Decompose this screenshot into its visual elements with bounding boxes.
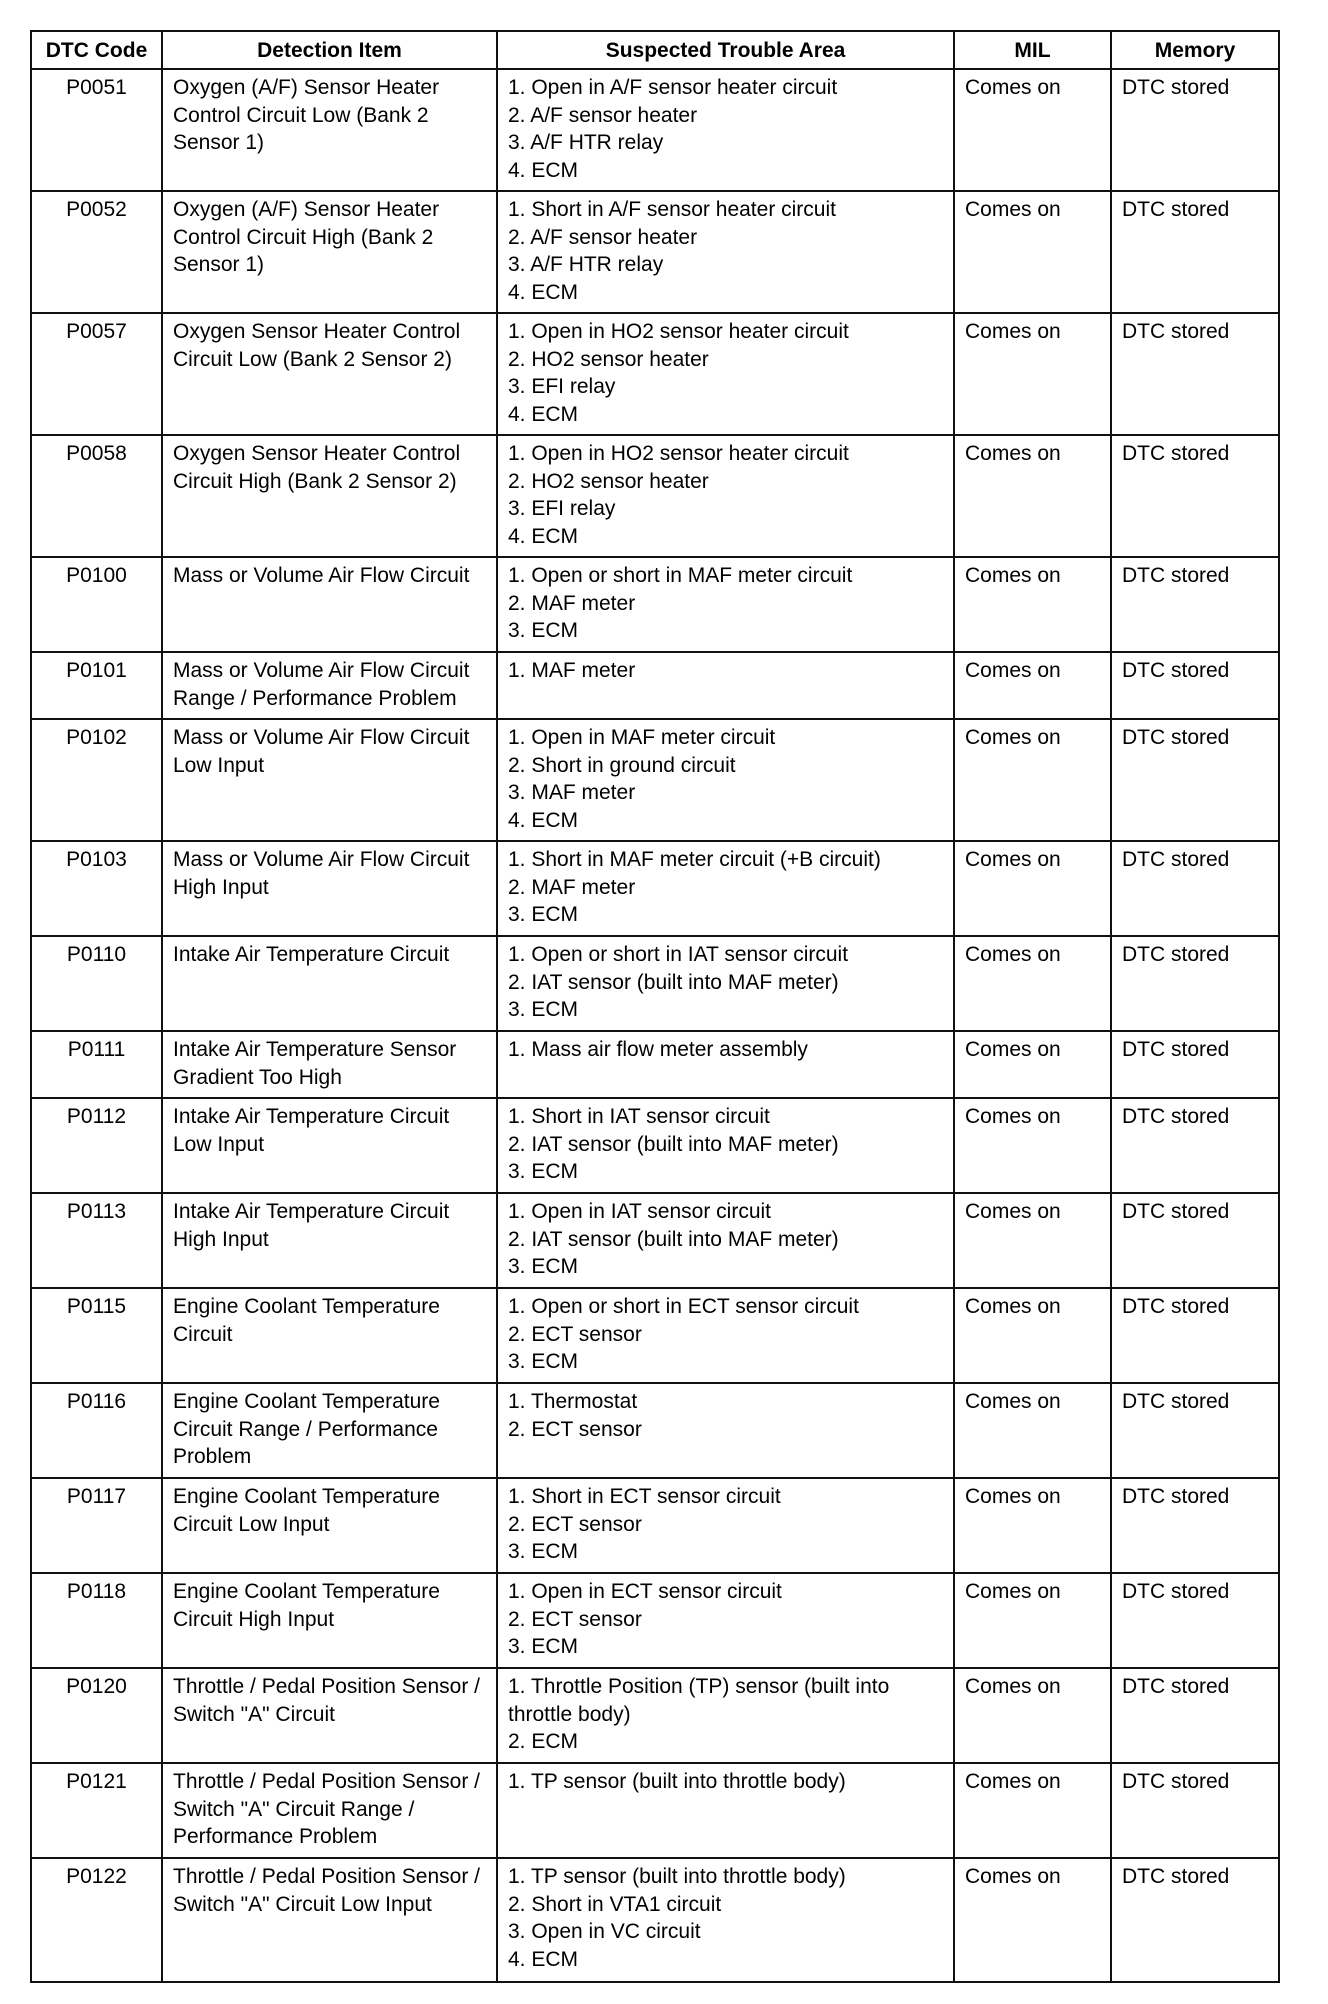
suspected-trouble-area-cell xyxy=(497,1031,954,1098)
table-row xyxy=(31,652,1279,719)
memory-cell: DTC stored xyxy=(1111,1288,1279,1383)
trouble-area-item: 3. Open in VC circuit xyxy=(508,1920,701,1943)
detection-item-cell: Intake Air Temperature Sensor Gradient Too High xyxy=(162,1031,497,1098)
trouble-area-item: 1. Short in MAF meter circuit (+B circuit) xyxy=(508,848,881,871)
mil-cell: Comes on xyxy=(954,1858,1111,1982)
trouble-area-item: 4. ECM xyxy=(508,158,579,182)
mil-cell: Comes on xyxy=(954,435,1111,557)
memory-cell: DTC stored xyxy=(1111,652,1279,719)
dtc-code-cell: P0051 xyxy=(31,69,162,191)
trouble-area-item: 1. Short in IAT sensor circuit xyxy=(508,1105,770,1128)
dtc-code-cell: P0112 xyxy=(31,1098,162,1193)
trouble-area-item: 2. IAT sensor (built into MAF meter) xyxy=(508,1227,839,1251)
trouble-area-item: 1. Throttle Position (TP) sensor (built into throttle body) xyxy=(508,1675,890,1726)
trouble-area-item: 1. Open in MAF meter circuit xyxy=(508,726,776,749)
table-body xyxy=(31,69,1279,1982)
memory-cell: DTC stored xyxy=(1111,936,1279,1031)
trouble-area-item: 3. ECM xyxy=(508,1540,579,1563)
suspected-trouble-area-cell xyxy=(497,841,954,936)
memory-cell: DTC stored xyxy=(1111,191,1279,313)
trouble-area-item: 3. ECM xyxy=(508,1635,579,1658)
table-row xyxy=(31,557,1279,652)
trouble-area-item: 2. HO2 sensor heater xyxy=(508,347,709,371)
trouble-area-item: 2. HO2 sensor heater xyxy=(508,469,709,493)
trouble-area-item: 2. ECT sensor xyxy=(508,1417,642,1441)
mil-cell: Comes on xyxy=(954,936,1111,1031)
detection-item-cell: Oxygen (A/F) Sensor Heater Control Circuit Low (Bank 2 Sensor 1) xyxy=(162,69,497,191)
table-row xyxy=(31,1098,1279,1193)
suspected-trouble-area-cell xyxy=(497,1763,954,1858)
suspected-trouble-area-cell xyxy=(497,1098,954,1193)
table-row xyxy=(31,1763,1279,1858)
suspected-trouble-area-cell xyxy=(497,1478,954,1573)
detection-item-cell: Mass or Volume Air Flow Circuit Range / Performance Problem xyxy=(162,652,497,719)
trouble-area-item: 3. MAF meter xyxy=(508,781,636,804)
trouble-area-item: 2. A/F sensor heater xyxy=(508,103,698,127)
suspected-trouble-area-cell xyxy=(497,719,954,841)
detection-item-cell: Engine Coolant Temperature Circuit Low Input xyxy=(162,1478,497,1573)
detection-item-cell: Oxygen Sensor Heater Control Circuit High (Bank 2 Sensor 2) xyxy=(162,435,497,557)
suspected-trouble-area-cell xyxy=(497,435,954,557)
mil-cell: Comes on xyxy=(954,69,1111,191)
detection-item-cell: Mass or Volume Air Flow Circuit High Input xyxy=(162,841,497,936)
dtc-code-cell: P0113 xyxy=(31,1193,162,1288)
trouble-area-item: 1. Open in ECT sensor circuit xyxy=(508,1580,782,1603)
header-dtc-code: DTC Code xyxy=(31,31,162,69)
trouble-area-item: 1. Open in IAT sensor circuit xyxy=(508,1200,772,1223)
memory-cell: DTC stored xyxy=(1111,1031,1279,1098)
trouble-area-item: 3. ECM xyxy=(508,998,579,1021)
table-row xyxy=(31,1031,1279,1098)
mil-cell: Comes on xyxy=(954,1193,1111,1288)
detection-item-cell: Throttle / Pedal Position Sensor / Switch "A" Circuit Low Input xyxy=(162,1858,497,1982)
dtc-code-cell: P0118 xyxy=(31,1573,162,1668)
mil-cell: Comes on xyxy=(954,191,1111,313)
table-header xyxy=(31,31,1279,69)
table-row xyxy=(31,1858,1279,1982)
table-row xyxy=(31,313,1279,435)
detection-item-cell: Oxygen Sensor Heater Control Circuit Low (Bank 2 Sensor 2) xyxy=(162,313,497,435)
mil-cell: Comes on xyxy=(954,1573,1111,1668)
mil-cell: Comes on xyxy=(954,1098,1111,1193)
detection-item-cell: Throttle / Pedal Position Sensor / Switch "A" Circuit xyxy=(162,1668,497,1763)
dtc-table xyxy=(30,30,1280,1983)
detection-item-cell: Engine Coolant Temperature Circuit Range / Performance Problem xyxy=(162,1383,497,1478)
table-row xyxy=(31,1193,1279,1288)
detection-item-cell: Mass or Volume Air Flow Circuit Low Input xyxy=(162,719,497,841)
dtc-code-cell: P0057 xyxy=(31,313,162,435)
trouble-area-item: 2. Short in ground circuit xyxy=(508,753,736,777)
table-row xyxy=(31,719,1279,841)
header-detection-item: Detection Item xyxy=(162,31,497,69)
trouble-area-item: 2. IAT sensor (built into MAF meter) xyxy=(508,1132,839,1156)
dtc-code-cell: P0117 xyxy=(31,1478,162,1573)
trouble-area-item: 2. ECM xyxy=(508,1730,579,1753)
trouble-area-item: 1. Short in ECT sensor circuit xyxy=(508,1485,781,1508)
trouble-area-item: 4. ECM xyxy=(508,280,579,304)
memory-cell: DTC stored xyxy=(1111,719,1279,841)
dtc-code-cell: P0116 xyxy=(31,1383,162,1478)
memory-cell: DTC stored xyxy=(1111,1193,1279,1288)
detection-item-cell: Engine Coolant Temperature Circuit xyxy=(162,1288,497,1383)
mil-cell: Comes on xyxy=(954,1031,1111,1098)
detection-item-cell: Intake Air Temperature Circuit High Input xyxy=(162,1193,497,1288)
trouble-area-item: 1. Open in A/F sensor heater circuit xyxy=(508,76,838,99)
trouble-area-item: 1. Open or short in IAT sensor circuit xyxy=(508,943,849,966)
dtc-code-cell: P0101 xyxy=(31,652,162,719)
memory-cell: DTC stored xyxy=(1111,1763,1279,1858)
table-row xyxy=(31,1383,1279,1478)
trouble-area-item: 4. ECM xyxy=(508,808,579,832)
memory-cell: DTC stored xyxy=(1111,313,1279,435)
dtc-code-cell: P0102 xyxy=(31,719,162,841)
header-mil: MIL xyxy=(954,31,1111,69)
suspected-trouble-area-cell xyxy=(497,1858,954,1982)
suspected-trouble-area-cell xyxy=(497,557,954,652)
trouble-area-item: 3. ECM xyxy=(508,619,579,642)
trouble-area-item: 1. Mass air flow meter assembly xyxy=(508,1038,808,1061)
mil-cell: Comes on xyxy=(954,1668,1111,1763)
detection-item-cell: Intake Air Temperature Circuit Low Input xyxy=(162,1098,497,1193)
mil-cell: Comes on xyxy=(954,1383,1111,1478)
mil-cell: Comes on xyxy=(954,1763,1111,1858)
detection-item-cell: Throttle / Pedal Position Sensor / Switch "A" Circuit Range / Performance Problem xyxy=(162,1763,497,1858)
trouble-area-item: 4. ECM xyxy=(508,402,579,426)
mil-cell: Comes on xyxy=(954,557,1111,652)
suspected-trouble-area-cell xyxy=(497,1383,954,1478)
table-row xyxy=(31,191,1279,313)
header-suspected-trouble-area: Suspected Trouble Area xyxy=(497,31,954,69)
table-row xyxy=(31,69,1279,191)
trouble-area-item: 1. MAF meter xyxy=(508,659,636,682)
trouble-area-item: 2. A/F sensor heater xyxy=(508,225,698,249)
trouble-area-item: 2. Short in VTA1 circuit xyxy=(508,1892,722,1916)
mil-cell: Comes on xyxy=(954,841,1111,936)
detection-item-cell: Intake Air Temperature Circuit xyxy=(162,936,497,1031)
dtc-code-cell: P0122 xyxy=(31,1858,162,1982)
detection-item-cell: Oxygen (A/F) Sensor Heater Control Circuit High (Bank 2 Sensor 1) xyxy=(162,191,497,313)
trouble-area-item: 1. TP sensor (built into throttle body) xyxy=(508,1770,846,1793)
memory-cell: DTC stored xyxy=(1111,1478,1279,1573)
table-row xyxy=(31,1288,1279,1383)
table-row xyxy=(31,841,1279,936)
dtc-code-cell: P0100 xyxy=(31,557,162,652)
table-row xyxy=(31,936,1279,1031)
suspected-trouble-area-cell xyxy=(497,313,954,435)
suspected-trouble-area-cell xyxy=(497,936,954,1031)
suspected-trouble-area-cell xyxy=(497,1288,954,1383)
dtc-code-cell: P0103 xyxy=(31,841,162,936)
detection-item-cell: Engine Coolant Temperature Circuit High Input xyxy=(162,1573,497,1668)
table-row xyxy=(31,435,1279,557)
suspected-trouble-area-cell xyxy=(497,652,954,719)
suspected-trouble-area-cell xyxy=(497,1668,954,1763)
memory-cell: DTC stored xyxy=(1111,69,1279,191)
trouble-area-item: 1. TP sensor (built into throttle body) xyxy=(508,1865,846,1888)
trouble-area-item: 3. EFI relay xyxy=(508,497,616,520)
trouble-area-item: 4. ECM xyxy=(508,524,579,548)
trouble-area-item: 2. ECT sensor xyxy=(508,1322,642,1346)
memory-cell: DTC stored xyxy=(1111,1668,1279,1763)
trouble-area-item: 1. Short in A/F sensor heater circuit xyxy=(508,198,836,221)
trouble-area-item: 2. ECT sensor xyxy=(508,1607,642,1631)
trouble-area-item: 3. EFI relay xyxy=(508,375,616,398)
suspected-trouble-area-cell xyxy=(497,69,954,191)
trouble-area-item: 1. Open in HO2 sensor heater circuit xyxy=(508,442,849,465)
header-memory: Memory xyxy=(1111,31,1279,69)
trouble-area-item: 2. MAF meter xyxy=(508,875,636,899)
mil-cell: Comes on xyxy=(954,1478,1111,1573)
table-row xyxy=(31,1478,1279,1573)
mil-cell: Comes on xyxy=(954,652,1111,719)
memory-cell: DTC stored xyxy=(1111,841,1279,936)
memory-cell: DTC stored xyxy=(1111,435,1279,557)
mil-cell: Comes on xyxy=(954,313,1111,435)
dtc-code-cell: P0111 xyxy=(31,1031,162,1098)
dtc-code-cell: P0121 xyxy=(31,1763,162,1858)
trouble-area-item: 2. ECT sensor xyxy=(508,1512,642,1536)
trouble-area-item: 1. Thermostat xyxy=(508,1390,638,1413)
suspected-trouble-area-cell xyxy=(497,191,954,313)
dtc-code-cell: P0052 xyxy=(31,191,162,313)
suspected-trouble-area-cell xyxy=(497,1573,954,1668)
memory-cell: DTC stored xyxy=(1111,557,1279,652)
trouble-area-item: 1. Open in HO2 sensor heater circuit xyxy=(508,320,849,343)
trouble-area-item: 3. ECM xyxy=(508,903,579,926)
trouble-area-item: 3. ECM xyxy=(508,1255,579,1278)
memory-cell: DTC stored xyxy=(1111,1573,1279,1668)
dtc-code-cell: P0120 xyxy=(31,1668,162,1763)
header-row xyxy=(31,31,1279,69)
trouble-area-item: 3. A/F HTR relay xyxy=(508,253,664,276)
table-row xyxy=(31,1573,1279,1668)
trouble-area-item: 3. ECM xyxy=(508,1350,579,1373)
suspected-trouble-area-cell xyxy=(497,1193,954,1288)
trouble-area-item: 2. MAF meter xyxy=(508,591,636,615)
mil-cell: Comes on xyxy=(954,719,1111,841)
detection-item-cell: Mass or Volume Air Flow Circuit xyxy=(162,557,497,652)
trouble-area-item: 1. Open or short in ECT sensor circuit xyxy=(508,1295,859,1318)
trouble-area-item: 1. Open or short in MAF meter circuit xyxy=(508,564,853,587)
trouble-area-item: 2. IAT sensor (built into MAF meter) xyxy=(508,970,839,994)
memory-cell: DTC stored xyxy=(1111,1858,1279,1982)
memory-cell: DTC stored xyxy=(1111,1383,1279,1478)
dtc-code-cell: P0110 xyxy=(31,936,162,1031)
trouble-area-item: 4. ECM xyxy=(508,1947,579,1971)
dtc-code-cell: P0115 xyxy=(31,1288,162,1383)
memory-cell: DTC stored xyxy=(1111,1098,1279,1193)
trouble-area-item: 3. A/F HTR relay xyxy=(508,131,664,154)
mil-cell: Comes on xyxy=(954,1288,1111,1383)
table-row xyxy=(31,1668,1279,1763)
trouble-area-item: 3. ECM xyxy=(508,1160,579,1183)
dtc-code-cell: P0058 xyxy=(31,435,162,557)
